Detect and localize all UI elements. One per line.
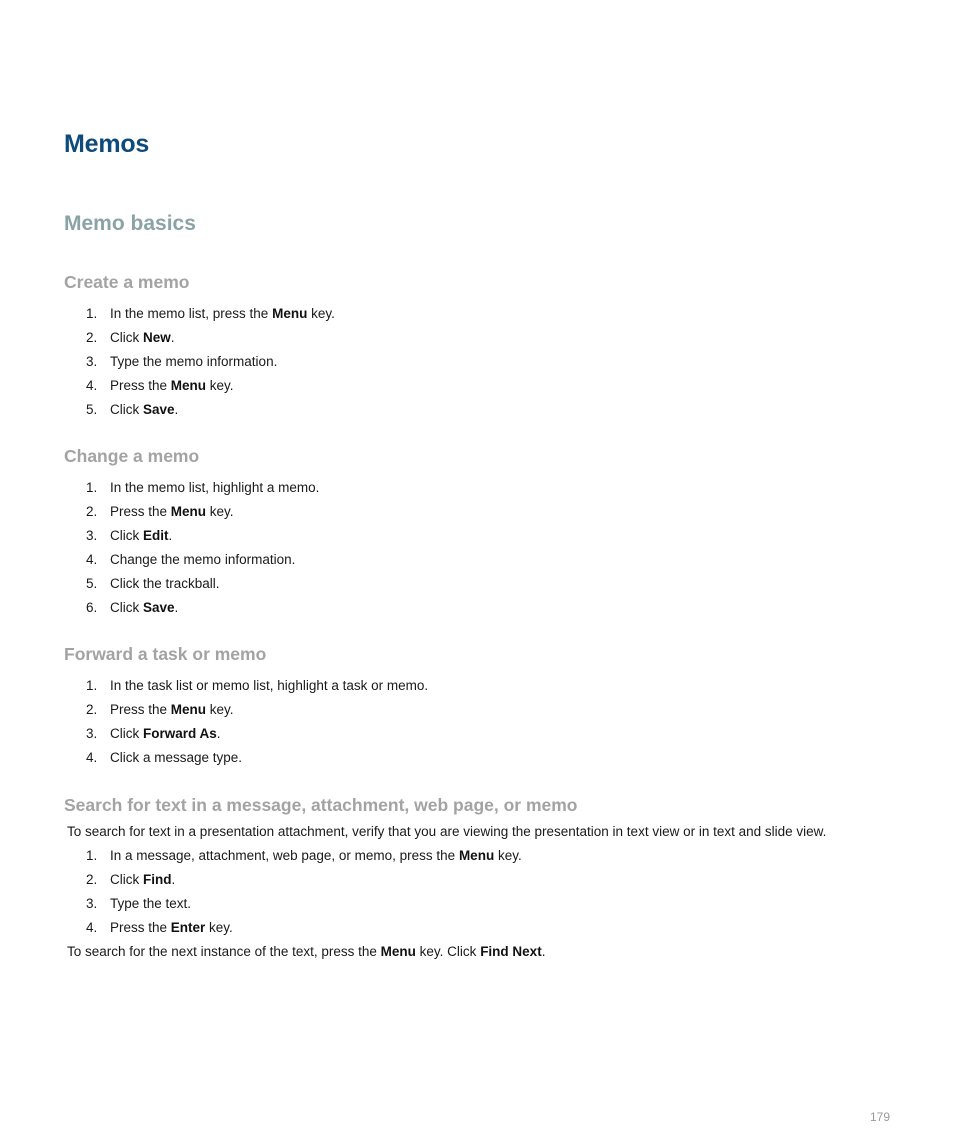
- list-item: 1. In the task list or memo list, highlight a task or memo.: [86, 678, 429, 693]
- list-item: 3. Type the text.: [86, 896, 192, 911]
- list-item: 3. Click Forward As.: [86, 726, 221, 741]
- section-title: Memo basics: [64, 212, 196, 235]
- list-item: 4. Press the Enter key.: [86, 920, 233, 935]
- search-outro: To search for the next instance of the text, press the Menu key. Click Find Next.: [67, 944, 546, 959]
- list-item: 3. Click Edit.: [86, 528, 173, 543]
- list-item: 5. Click Save.: [86, 402, 179, 417]
- list-item: 6. Click Save.: [86, 600, 179, 615]
- search-steps: [86, 844, 522, 940]
- list-item: 2. Click Find.: [86, 872, 176, 887]
- create-memo-steps: [86, 302, 335, 422]
- list-item: 2. Press the Menu key.: [86, 504, 234, 519]
- list-item: 2. Click New.: [86, 330, 175, 345]
- list-item: 5. Click the trackball.: [86, 576, 220, 591]
- page-number: 179: [870, 1110, 891, 1124]
- page-title: Memos: [64, 130, 150, 158]
- heading-search-text: Search for text in a message, attachment, web page, or memo: [64, 795, 578, 815]
- list-item: 1. In the memo list, highlight a memo.: [86, 480, 320, 495]
- search-intro: To search for text in a presentation attachment, verify that you are viewing the presentation in text view or in text and slide view.: [67, 824, 827, 839]
- list-item: 4. Change the memo information.: [86, 552, 296, 567]
- list-item: 4. Press the Menu key.: [86, 378, 234, 393]
- heading-forward-task-memo: Forward a task or memo: [64, 644, 267, 664]
- list-item: 1. In a message, attachment, web page, or memo, press the Menu key.: [86, 848, 522, 863]
- list-item: 1. In the memo list, press the Menu key.: [86, 306, 335, 321]
- list-item: 2. Press the Menu key.: [86, 702, 234, 717]
- forward-steps: [86, 674, 428, 770]
- change-memo-steps: [86, 476, 319, 620]
- list-item: 3. Type the memo information.: [86, 354, 278, 369]
- heading-change-memo: Change a memo: [64, 446, 200, 466]
- list-item: 4. Click a message type.: [86, 750, 243, 765]
- heading-create-memo: Create a memo: [64, 272, 190, 292]
